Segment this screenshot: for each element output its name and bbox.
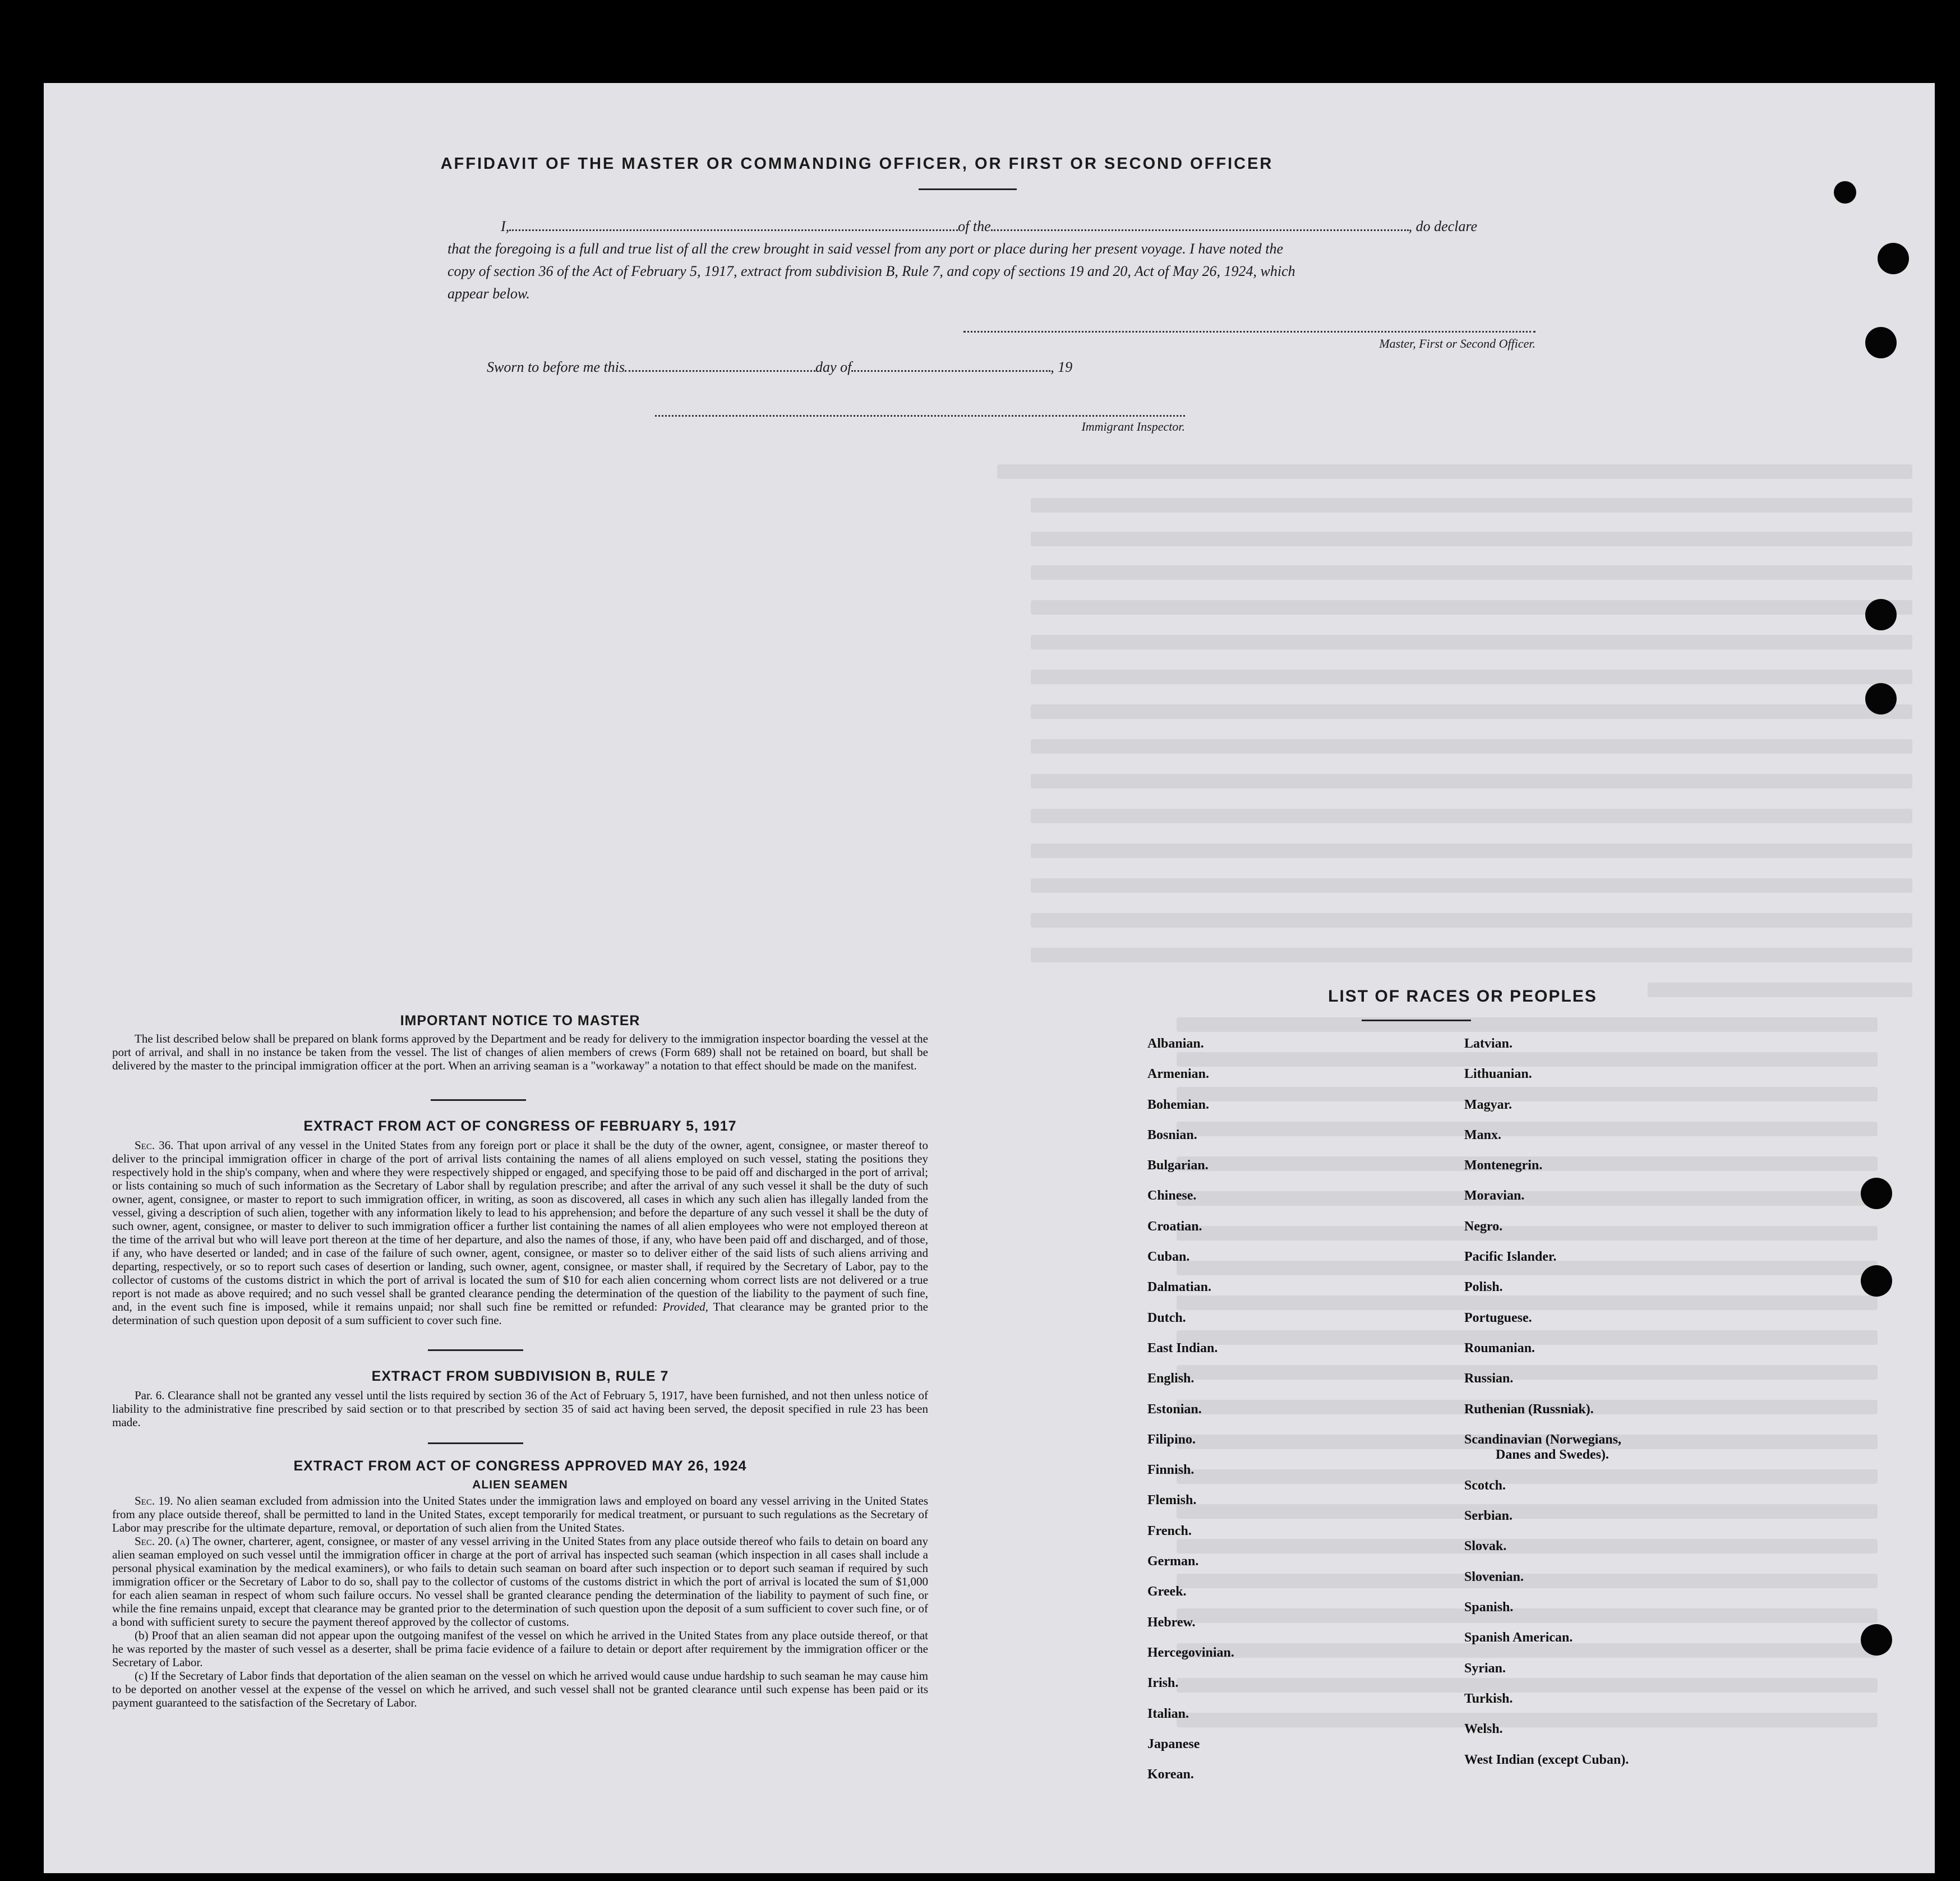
master-signature-line[interactable]	[963, 331, 1535, 333]
punch-hole	[1861, 1178, 1892, 1209]
punch-hole	[1865, 327, 1897, 358]
punch-hole	[1861, 1624, 1892, 1656]
sec-19-label: Sec. 19.	[135, 1494, 173, 1507]
section-rule	[431, 1099, 526, 1101]
race-item: Negro.	[1464, 1219, 1503, 1234]
sec-20a-body: The owner, charterer, agent, consignee, or master of any vessel arriving in the United States from any place outside thereof who fails to detain on board any alien seaman employed on such vessel until the immigration officer in charge at the port of arrival has inspected such seaman (which inspection in all cases shall include a personal physical examination by the medical examiners), or who fails to detain such seaman on board after such inspection or to deport such seaman if required by such immigration officer or the Secretary of Labor to do so, shall pay to the collector of customs of the customs district in which the port of arrival is located the sum of $1,000 for each alien seaman in respect of whom such failure occurs. No vessel shall be granted clearance pending the determination of the liability to payment of such fine, or while the fine remains unpaid, except that clearance may be granted prior to the determination of such question upon the deposit of a sum sufficient to cover such fine, or of a bond with sufficient surety to secure the payment thereof approved by the collector of customs.	[112, 1534, 929, 1629]
race-item: East Indian.	[1147, 1340, 1218, 1356]
extract-1924-text	[112, 1494, 928, 1709]
sworn-line	[487, 359, 1072, 376]
race-item: Hercegovinian.	[1147, 1645, 1234, 1660]
master-signature-label: Master, First or Second Officer.	[1379, 336, 1535, 351]
rule7-title: EXTRACT FROM SUBDIVISION B, RULE 7	[371, 1368, 669, 1384]
race-item: Irish.	[1147, 1676, 1179, 1691]
race-item: Armenian.	[1147, 1067, 1209, 1082]
sec-36-body: That upon arrival of any vessel in the United States from any foreign port or place it shall be the duty of the owner, agent, consignee, or master thereof to deliver to the principal immigration officer in charge of the port of arrival lists containing the names of all aliens employed on such vessel, stating the positions they respectively hold in the ship's company, when and where they were respectively shipped or engaged, and specifying those to be paid off and discharged in the port of arrival; or lists containing so much of such information as the Secretary of Labor shall by regulation prescribe; and after the arrival of any such vessel it shall be the duty of such owner, agent, consignee, or master to report to such immigration officer, in writing, as soon as discovered, all cases in which any such alien has illegally landed from the vessel, giving a description of such alien, together with any information likely to lead to his apprehension; and before the departure of any such vessel it shall be the duty of such owner, agent, consignee, or master to deliver to such immigration officer a further list containing the names of all alien employees who were not employed thereon at the time of the arrival but who will leave port thereon at the time of her departure, and also the names of those, if any, who have been paid off and discharged, and of those, if any, who have deserted or landed; and in case of the failure of such owner, agent, consignee, or master so to deliver either of the said lists of such aliens arriving and departing, respectively, or so to report such cases of desertion or landing, such owner, agent, consignee, or master shall, if required by the Secretary of Labor, pay to the collector of customs of the customs district in which the port of arrival is located the sum of $10 for each alien concerning whom correct lists are not delivered or a true report is not made as above required; and no such vessel shall be granted clearance pending the determination of the question of the liability to the payment of such fine, and, in the event such fine is imposed, while it remains unpaid; nor shall such fine be remitted or refunded:	[112, 1138, 928, 1313]
race-item: Bulgarian.	[1147, 1158, 1209, 1173]
sec-19-body: No alien seaman excluded from admission into the United States under the immigration laws and employed on board any vessel arriving in the United States from any place outside thereof, shall be permitted to land in the United States, except temporarily for medical treatment, or pursuant to such regulations as the Secretary of Labor may prescribe for the ultimate departure, removal, or deportation of such alien from the United States.	[112, 1494, 929, 1534]
affidavit-body	[448, 215, 1541, 305]
race-item-continuation: Danes and Swedes).	[1496, 1447, 1609, 1462]
race-item: Moravian.	[1464, 1188, 1525, 1204]
race-item: Polish.	[1464, 1280, 1503, 1295]
race-item: Manx.	[1464, 1127, 1501, 1142]
race-item: Turkish.	[1464, 1691, 1513, 1706]
affidavit-of-the: of the	[958, 218, 991, 234]
sec-20c-body: (c) If the Secretary of Labor finds that deportation of the alien seaman on the vessel on which he arrived would cause undue hardship to such seaman he may cause him to be deported on another vessel at the expense of the vessel on which he arrived, and such vessel shall not be granted clearance until such expense has been paid or its payment guaranteed to the satisfaction of the Secretary of Labor.	[112, 1669, 928, 1709]
affidavit-line-1: that the foregoing is a full and true list of all the crew brought in said vessel from any port or place during her present voyage. I have noted the	[448, 241, 1283, 257]
inspector-signature-line[interactable]	[655, 415, 1185, 417]
race-item: Korean.	[1147, 1767, 1194, 1782]
race-item: Ruthenian (Russniak).	[1464, 1401, 1594, 1417]
race-item: Italian.	[1147, 1706, 1189, 1721]
sworn-year: , 19	[1050, 359, 1073, 375]
race-item: Slovenian.	[1464, 1569, 1524, 1584]
sworn-date-field[interactable]	[625, 370, 815, 372]
extract-1917-text	[112, 1138, 928, 1327]
race-item: Russian.	[1464, 1371, 1514, 1386]
punch-hole	[1878, 243, 1909, 274]
race-item: Filipino.	[1147, 1432, 1196, 1447]
race-item: Latvian.	[1464, 1036, 1513, 1051]
sworn-day-of: day of	[815, 359, 852, 375]
section-rule	[428, 1442, 523, 1444]
race-item: Finnish.	[1147, 1463, 1195, 1478]
sec-36-end: That clearance may be granted prior to the determination of such question upon deposit of a sum sufficient to cover such fine.	[112, 1300, 929, 1327]
alien-seamen-subtitle: ALIEN SEAMEN	[472, 1478, 568, 1491]
race-item: Serbian.	[1464, 1509, 1513, 1524]
race-item: Bohemian.	[1147, 1097, 1210, 1112]
race-item: Montenegrin.	[1464, 1158, 1543, 1173]
title-rule	[919, 188, 1017, 190]
race-item: Flemish.	[1147, 1493, 1197, 1508]
race-item: Hebrew.	[1147, 1615, 1196, 1630]
race-item: West Indian (except Cuban).	[1464, 1752, 1629, 1767]
sec-36-label: Sec. 36.	[135, 1138, 174, 1152]
extract-1924-title: EXTRACT FROM ACT OF CONGRESS APPROVED MAY 26, 1924	[293, 1458, 747, 1474]
race-item: Spanish American.	[1464, 1630, 1573, 1645]
race-item: Scotch.	[1464, 1478, 1506, 1493]
race-item: Welsh.	[1464, 1722, 1503, 1737]
races-left-column	[1147, 1029, 1234, 1790]
races-title: LIST OF RACES OR PEOPLES	[1328, 987, 1597, 1006]
race-item: Slovak.	[1464, 1539, 1507, 1554]
notice-text: The list described below shall be prepared on blank forms approved by the Department and be ready for delivery to the immigration inspector boarding the vessel at the port of arrival, and shall in no instance be taken from the vessel. The list of changes of alien members of crews (Form 689) shall not be retained on board, but shall be delivered by the master to the principal immigration officer at the port. When an arriving seaman is a "workaway" a notation to that effect should be made on the manifest.	[112, 1032, 928, 1072]
race-item: Roumanian.	[1464, 1340, 1535, 1356]
races-title-rule	[1362, 1020, 1471, 1021]
race-item: German.	[1147, 1554, 1199, 1569]
sworn-prefix: Sworn to before me this	[487, 359, 625, 375]
extract-1917-title: EXTRACT FROM ACT OF CONGRESS OF FEBRUARY 5, 1917	[303, 1118, 737, 1134]
punch-hole	[1861, 1265, 1892, 1297]
race-item: Syrian.	[1464, 1661, 1506, 1676]
punch-hole	[1865, 683, 1897, 714]
race-item: Croatian.	[1147, 1219, 1202, 1234]
sec-20-label: Sec. 20. (a)	[135, 1534, 190, 1548]
race-item: Cuban.	[1147, 1250, 1190, 1265]
race-item: Dalmatian.	[1147, 1280, 1211, 1295]
affidavit-title: AFFIDAVIT OF THE MASTER OR COMMANDING OFFICER, OR FIRST OR SECOND OFFICER	[440, 155, 1274, 173]
affidavit-declare: , do declare	[1408, 218, 1478, 234]
race-item: Dutch.	[1147, 1310, 1186, 1325]
race-item: Lithuanian.	[1464, 1067, 1532, 1082]
race-item: Portuguese.	[1464, 1310, 1532, 1325]
race-item: Estonian.	[1147, 1401, 1202, 1417]
declarant-name-field[interactable]	[509, 229, 958, 231]
race-item: Pacific Islander.	[1464, 1250, 1557, 1265]
race-item: Albanian.	[1147, 1036, 1204, 1051]
race-item: Bosnian.	[1147, 1127, 1197, 1142]
race-item: Japanese	[1147, 1736, 1200, 1751]
race-item: Scandinavian (Norwegians, Danes and Swedes).	[1464, 1424, 1629, 1470]
race-item: Spanish.	[1464, 1600, 1514, 1615]
inspector-label: Immigrant Inspector.	[1081, 419, 1185, 434]
notice-title: IMPORTANT NOTICE TO MASTER	[400, 1013, 640, 1029]
affidavit-line-3: appear below.	[448, 285, 530, 302]
race-item: Magyar.	[1464, 1097, 1512, 1112]
race-item: Chinese.	[1147, 1188, 1197, 1204]
race-item: Greek.	[1147, 1584, 1187, 1599]
punch-hole	[1865, 599, 1897, 630]
sworn-month-field[interactable]	[851, 370, 1050, 372]
race-item: English.	[1147, 1371, 1195, 1386]
rule7-text: Par. 6. Clearance shall not be granted any vessel until the lists required by section 36 of the Act of February 5, 1917, have been furnished, and not then unless notice of liability to the administrative fine prescribed by said section or to that prescribed by section 35 of said act having been served, the deposit specified in rule 23 has been made.	[112, 1389, 928, 1429]
punch-hole	[1834, 181, 1856, 204]
vessel-name-field[interactable]	[991, 229, 1409, 231]
section-rule	[428, 1349, 523, 1351]
races-right-column	[1464, 1029, 1629, 1775]
sec-20b-body: (b) Proof that an alien seaman did not appear upon the outgoing manifest of the vessel on which he arrived in the United States from any place outside thereof, or that he was reported by the master of such vessel as a deserter, shall be prima facie evidence of a failure to detain or deport after requirement by the immigration officer or the Secretary of Labor.	[112, 1629, 928, 1669]
race-item: French.	[1147, 1523, 1192, 1538]
provided-word: Provided,	[662, 1300, 708, 1313]
affidavit-line-2: copy of section 36 of the Act of February 5, 1917, extract from subdivision B, Rule 7, and copy of sections 19 and 20, Act of May 26, 1924, which	[448, 263, 1295, 279]
affidavit-i: I,	[501, 218, 510, 234]
document-page	[44, 83, 1935, 1873]
